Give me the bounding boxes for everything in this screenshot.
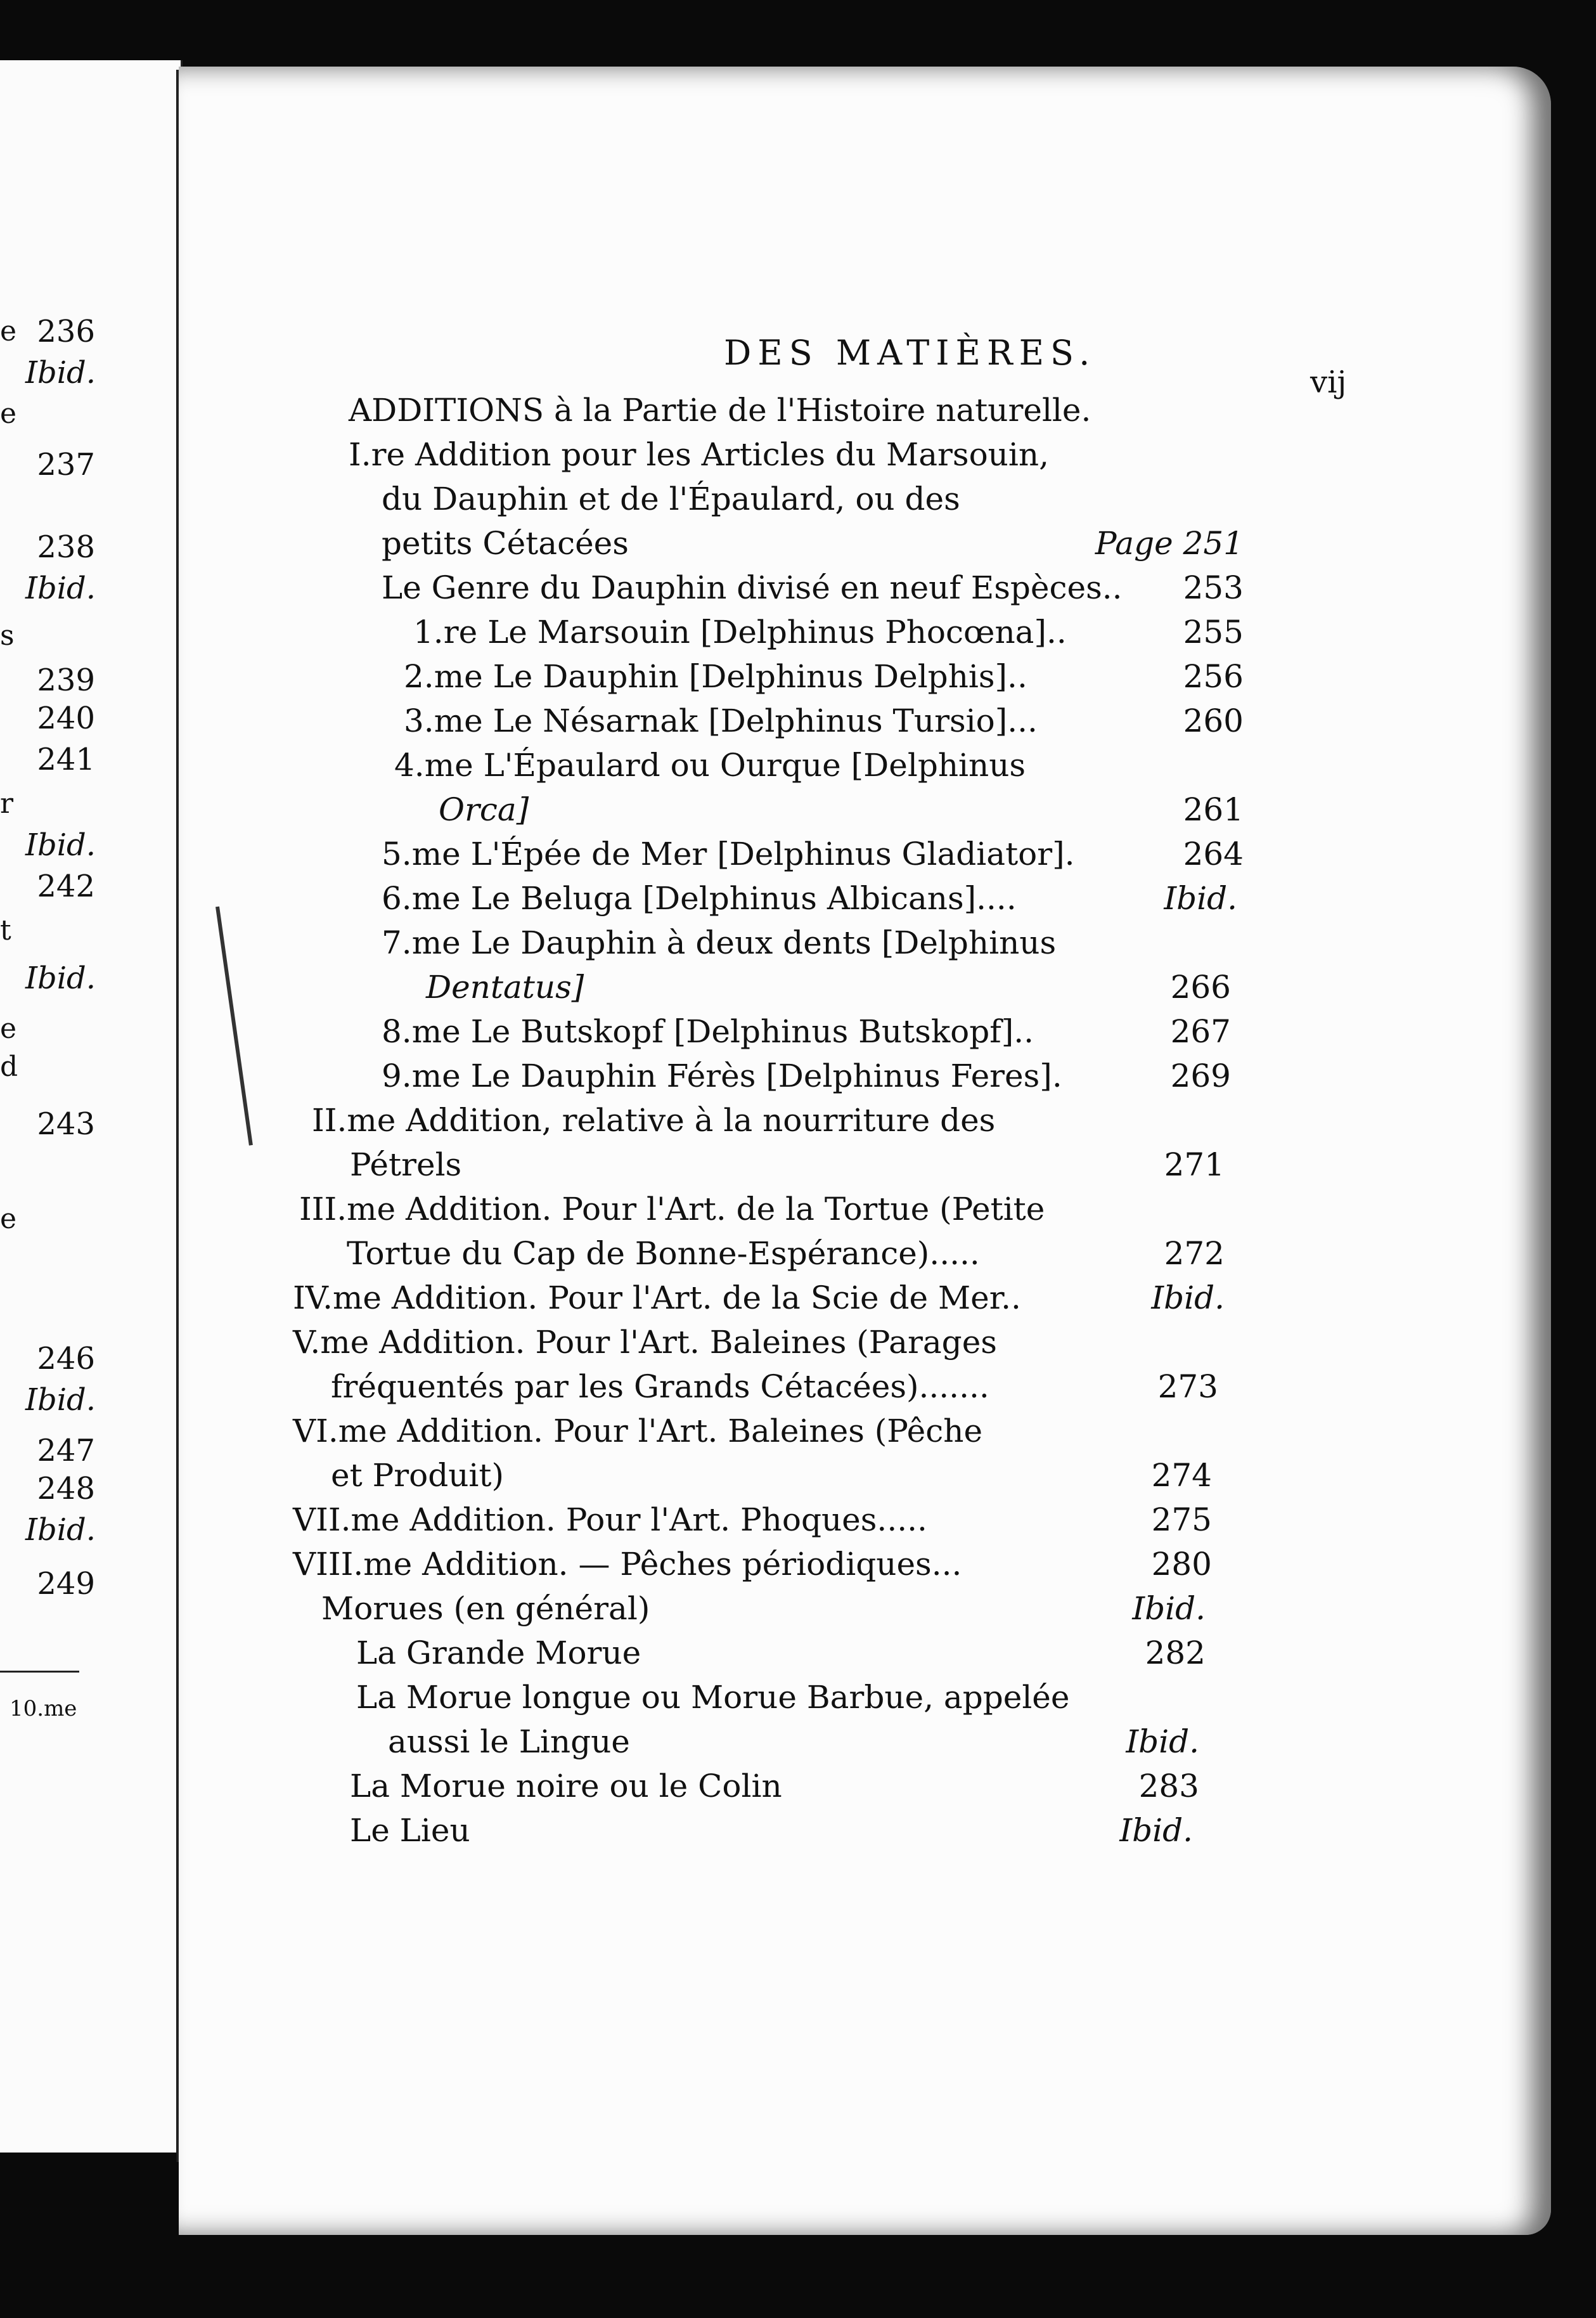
margin-number: 236 bbox=[37, 314, 95, 349]
margin-number: 240 bbox=[37, 701, 95, 736]
margin-number: Ibid. bbox=[25, 961, 96, 996]
page-number: 256 bbox=[1183, 658, 1244, 695]
page-number: 266 bbox=[1170, 969, 1231, 1006]
footnote-rule bbox=[0, 1671, 79, 1673]
toc-line: V.me Addition. Pour l'Art. Baleines (Parages bbox=[293, 1324, 997, 1361]
page-number: 280 bbox=[1151, 1546, 1212, 1583]
margin-fragment: t bbox=[0, 914, 11, 947]
toc-line: 9.me Le Dauphin Férès [Delphinus Feres]. bbox=[382, 1058, 1062, 1094]
toc-line: 7.me Le Dauphin à deux dents [Delphinus bbox=[382, 924, 1057, 961]
page-number: Page 251 bbox=[1095, 525, 1244, 562]
margin-fragment: e bbox=[0, 1203, 17, 1235]
toc-line: ADDITIONS à la Partie de l'Histoire naturelle. bbox=[349, 392, 1091, 429]
toc-line: II.me Addition, relative à la nourriture des bbox=[312, 1102, 996, 1139]
page-number: 274 bbox=[1151, 1457, 1212, 1494]
toc-line: Le Genre du Dauphin divisé en neuf Espèces.. bbox=[382, 569, 1123, 606]
page-number: 260 bbox=[1183, 703, 1244, 739]
toc-line: Orca] bbox=[439, 791, 529, 828]
toc-line: aussi le Lingue bbox=[388, 1723, 630, 1760]
catchword: 10.me bbox=[10, 1696, 77, 1721]
margin-number: 239 bbox=[37, 663, 95, 698]
toc-line: Tortue du Cap de Bonne-Espérance)..... bbox=[347, 1235, 980, 1272]
toc-line: 1.re Le Marsouin [Delphinus Phocœna].. bbox=[413, 614, 1067, 651]
page-number: 283 bbox=[1138, 1768, 1199, 1804]
page-number: Ibid. bbox=[1132, 1590, 1206, 1627]
margin-number: Ibid. bbox=[25, 355, 96, 391]
margin-number: 248 bbox=[37, 1471, 95, 1506]
table-of-contents bbox=[179, 67, 1551, 2235]
margin-number: 247 bbox=[37, 1433, 95, 1468]
right-page bbox=[179, 67, 1551, 2235]
page-number: 275 bbox=[1151, 1501, 1212, 1538]
toc-line: IV.me Addition. Pour l'Art. de la Scie de Mer.. bbox=[293, 1279, 1021, 1316]
page-number: Ibid. bbox=[1126, 1723, 1199, 1760]
toc-line: 4.me L'Épaulard ou Ourque [Delphinus bbox=[394, 747, 1026, 784]
page-number: 267 bbox=[1170, 1013, 1231, 1050]
margin-number: 249 bbox=[37, 1566, 95, 1602]
margin-number: 237 bbox=[37, 447, 95, 482]
page-number: Ibid. bbox=[1164, 880, 1237, 917]
toc-line: I.re Addition pour les Articles du Marsouin, bbox=[349, 436, 1049, 473]
toc-line: VI.me Addition. Pour l'Art. Baleines (Pêche bbox=[293, 1413, 983, 1449]
page-number: 255 bbox=[1183, 614, 1244, 651]
toc-line: fréquentés par les Grands Cétacées)....... bbox=[331, 1368, 989, 1405]
toc-line: VII.me Addition. Pour l'Art. Phoques..... bbox=[293, 1501, 927, 1538]
toc-line: Pétrels bbox=[350, 1146, 462, 1183]
left-page bbox=[0, 60, 183, 2153]
margin-fragment: e bbox=[0, 315, 17, 347]
page-number: Ibid. bbox=[1119, 1812, 1193, 1849]
page-number: 264 bbox=[1183, 836, 1244, 872]
toc-line: Le Lieu bbox=[350, 1812, 470, 1849]
margin-number: Ibid. bbox=[25, 1382, 96, 1418]
page-number: 273 bbox=[1157, 1368, 1218, 1405]
margin-number: Ibid. bbox=[25, 827, 96, 863]
margin-number: 242 bbox=[37, 869, 95, 904]
toc-line: 5.me L'Épée de Mer [Delphinus Gladiator]. bbox=[382, 836, 1075, 872]
toc-line: 6.me Le Beluga [Delphinus Albicans].... bbox=[382, 880, 1017, 917]
left-margin-column bbox=[0, 60, 181, 2153]
margin-fragment: d bbox=[0, 1051, 18, 1083]
margin-fragment: s bbox=[0, 619, 15, 652]
margin-fragment: r bbox=[0, 787, 14, 820]
page-number: 253 bbox=[1183, 569, 1244, 606]
page-number: Ibid. bbox=[1151, 1279, 1225, 1316]
toc-line: La Morue noire ou le Colin bbox=[350, 1768, 782, 1804]
margin-number: Ibid. bbox=[25, 1512, 96, 1548]
toc-line: 3.me Le Nésarnak [Delphinus Tursio]... bbox=[404, 703, 1038, 739]
margin-number: Ibid. bbox=[25, 571, 96, 606]
page-number: 269 bbox=[1170, 1058, 1231, 1094]
toc-line: du Dauphin et de l'Épaulard, ou des bbox=[382, 481, 960, 517]
toc-line: Morues (en général) bbox=[321, 1590, 650, 1627]
toc-line: Dentatus] bbox=[426, 969, 584, 1006]
page-number: 272 bbox=[1164, 1235, 1225, 1272]
margin-fragment: e bbox=[0, 398, 17, 430]
toc-line: petits Cétacées bbox=[382, 525, 629, 562]
page-folio: vij bbox=[1310, 365, 1347, 400]
page-number: 261 bbox=[1183, 791, 1244, 828]
page-header: DES MATIÈRES. bbox=[724, 333, 1097, 373]
margin-number: 238 bbox=[37, 529, 95, 565]
margin-number: 243 bbox=[37, 1106, 95, 1142]
margin-fragment: e bbox=[0, 1013, 17, 1045]
toc-line: La Morue longue ou Morue Barbue, appelée bbox=[356, 1679, 1070, 1716]
page-number: 271 bbox=[1164, 1146, 1225, 1183]
toc-line: VIII.me Addition. — Pêches périodiques... bbox=[293, 1546, 962, 1583]
toc-line: 2.me Le Dauphin [Delphinus Delphis].. bbox=[404, 658, 1027, 695]
toc-line: 8.me Le Butskopf [Delphinus Butskopf].. bbox=[382, 1013, 1034, 1050]
page-number: 282 bbox=[1145, 1635, 1206, 1671]
toc-line: La Grande Morue bbox=[356, 1635, 641, 1671]
margin-number: 246 bbox=[37, 1341, 95, 1376]
toc-line: III.me Addition. Pour l'Art. de la Tortue (Petite bbox=[299, 1191, 1045, 1227]
margin-number: 241 bbox=[37, 742, 95, 777]
toc-line: et Produit) bbox=[331, 1457, 505, 1494]
